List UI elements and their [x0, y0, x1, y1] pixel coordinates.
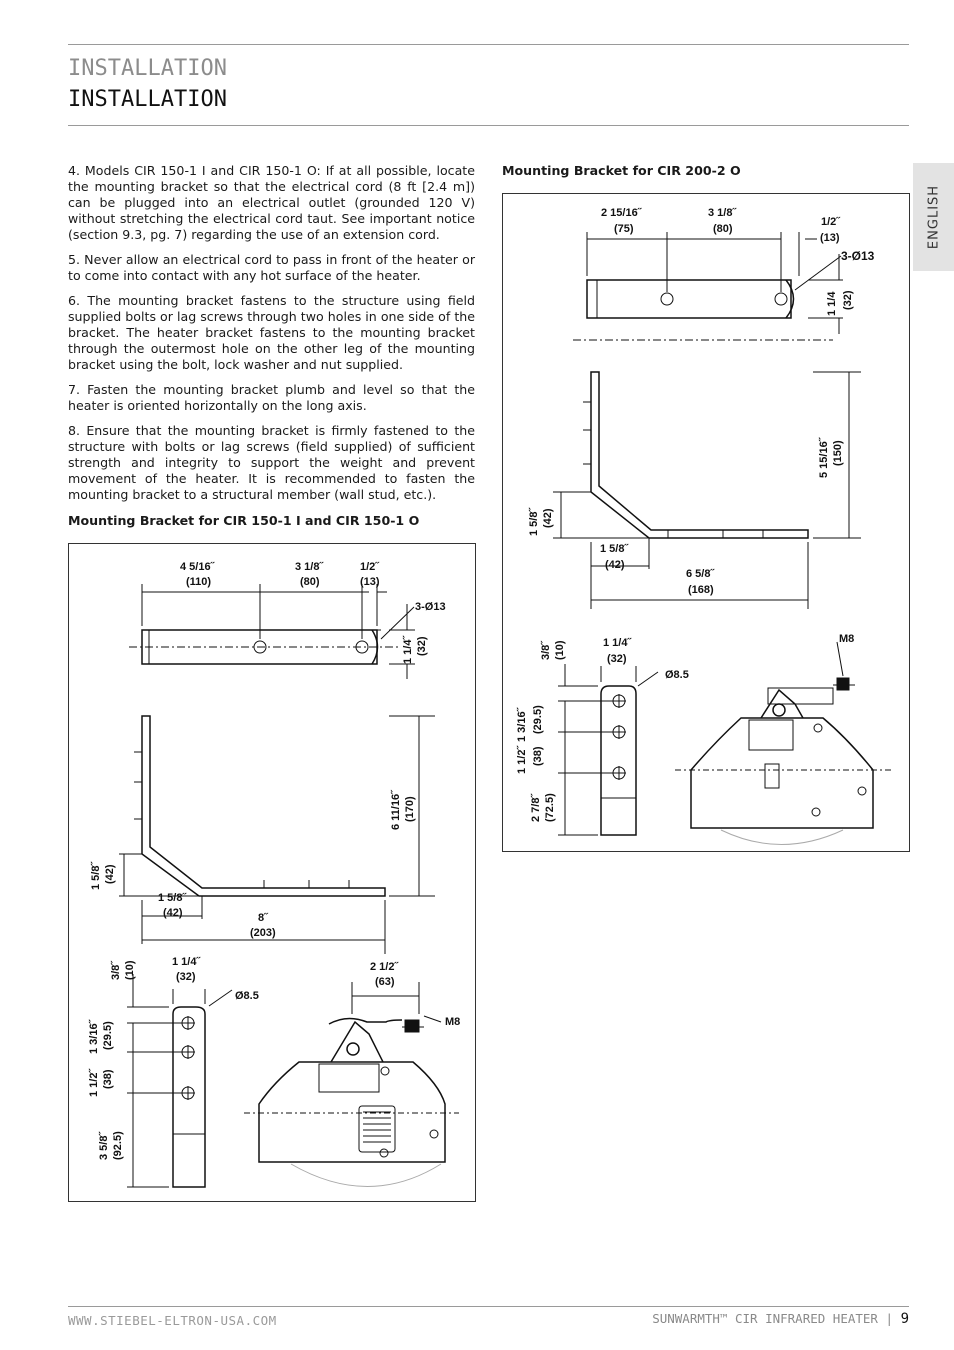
dim-label: 5 15/16˝ [818, 437, 830, 478]
dim-label: (29.5) [102, 1021, 114, 1050]
dim-label: (32) [607, 653, 627, 665]
paragraph-6: 6. The mounting bracket fastens to the structure using field supplied bolts or lag screws through two holes in one side of the bracket. The heater bracket fastens to the mounting bracket through the outermost hole on the other leg of the mounting bracket using the bolt, lock washer and nut supplied. [68, 293, 475, 372]
dim-label: 3/8˝ [540, 641, 552, 660]
dim-label: 3/8˝ [110, 961, 122, 980]
dim-label: (13) [360, 576, 380, 588]
dim-label: 4 5/16˝ [180, 561, 215, 573]
dim-label: (42) [605, 559, 625, 571]
dim-label: 1 3/16˝ [88, 1019, 100, 1054]
bolt-label: M8 [839, 633, 855, 645]
left-bracket-figure [68, 543, 476, 1202]
dim-label: 2 1/2˝ [370, 961, 399, 973]
dim-label: 1 1/2˝ [516, 745, 528, 774]
footer-product-name: SUNWARMTH™ CIR INFRARED HEATER [652, 1311, 878, 1326]
diameter-label: Ø8.5 [665, 669, 689, 681]
dim-label: 1 5/8˝ [158, 892, 187, 904]
dim-label: 1 3/16˝ [516, 707, 528, 742]
dim-label: (72.5) [544, 793, 556, 822]
dim-label: 1 5/8˝ [528, 507, 540, 536]
right-figure-caption: Mounting Bracket for CIR 200-2 O [502, 163, 741, 178]
paragraph-7: 7. Fasten the mounting bracket plumb and level so that the heater is oriented horizontally on the long axis. [68, 382, 475, 413]
header-top-rule [68, 44, 909, 45]
paragraph-5: 5. Never allow an electrical cord to pass in front of the heater or to come into contact with any hot surface of the heater. [68, 252, 475, 283]
right-bracket-labels [503, 194, 909, 851]
dim-label: 1 1/2˝ [88, 1068, 100, 1097]
dim-label: (38) [532, 746, 544, 766]
left-figure-caption: Mounting Bracket for CIR 150-1 I and CIR 150-1 O [68, 513, 420, 528]
dim-label: 8˝ [258, 912, 268, 924]
language-tab-label: ENGLISH [926, 184, 941, 250]
dim-label: 1/2˝ [821, 216, 840, 228]
dim-label: (29.5) [532, 705, 544, 734]
dim-label: (10) [124, 960, 136, 980]
dim-label: 1 5/8˝ [600, 543, 629, 555]
dim-label: 6 11/16˝ [390, 790, 402, 830]
dim-label: (42) [104, 864, 116, 884]
dim-label: (80) [713, 223, 733, 235]
holes-label: 3-Ø13 [841, 249, 875, 263]
dim-label: (92.5) [112, 1131, 124, 1160]
language-tab[interactable] [913, 163, 954, 271]
paragraph-4: 4. Models CIR 150-1 I and CIR 150-1 O: If at all possible, locate the mounting bracket so that the electrical cord (8 ft [2.4 m]) can be plugged into an electrical outlet (grounded 120 V) without stretching the electrical cord taut. See important notice (section 9.3, pg. 7) regarding the use of an extension cord. [68, 163, 475, 242]
dim-label: (10) [554, 640, 566, 660]
dim-label: (32) [176, 971, 196, 983]
page-title-primary: INSTALLATION [68, 56, 227, 81]
dim-label: (63) [375, 976, 395, 988]
bolt-label: M8 [445, 1016, 461, 1028]
header-bottom-rule [68, 125, 909, 126]
dim-label: 1 1/4 [826, 291, 838, 316]
dim-label: (110) [186, 576, 212, 588]
diameter-label: Ø8.5 [235, 990, 259, 1002]
paragraph-8: 8. Ensure that the mounting bracket is firmly fastened to the structure with bolts or lag screws (field supplied) of sufficient strength and integrity to support the weight and prevent movement of the heater. It is recommended to fasten the mounting bracket to a structural member (wall stud, etc.). [68, 423, 475, 502]
dim-label: (42) [542, 508, 554, 528]
dim-label: 2 7/8˝ [530, 793, 542, 822]
dim-label: 1 1/4˝ [603, 637, 632, 649]
footer-product [652, 1311, 909, 1327]
dim-label: (32) [416, 636, 428, 656]
dim-label: 2 15/16˝ [601, 207, 642, 219]
dim-label: (150) [832, 440, 844, 466]
dim-label: (168) [688, 584, 714, 596]
dim-label: 6 5/8˝ [686, 568, 715, 580]
dim-label: 3 1/8˝ [708, 207, 737, 219]
instruction-text [68, 163, 475, 512]
dim-label: (42) [163, 907, 183, 919]
footer-rule [68, 1306, 909, 1307]
holes-label: 3-Ø13 [415, 601, 446, 613]
dim-label: 3 5/8˝ [98, 1131, 110, 1160]
dim-label: (203) [250, 927, 276, 939]
page-title-secondary: INSTALLATION [68, 87, 227, 112]
dim-label: (170) [404, 796, 416, 822]
dim-label: 1/2˝ [360, 561, 379, 573]
dim-label: 1 5/8˝ [90, 861, 102, 890]
dim-label: 1 1/4˝ [172, 956, 201, 968]
right-bracket-figure [502, 193, 910, 852]
dim-label: (75) [614, 223, 634, 235]
page-number: 9 [900, 1311, 909, 1327]
dim-label: (13) [820, 232, 840, 244]
footer-separator: | [885, 1311, 894, 1326]
dim-label: (80) [300, 576, 320, 588]
left-bracket-labels [69, 544, 475, 1201]
dim-label: 3 1/8˝ [295, 561, 324, 573]
dim-label: (38) [102, 1069, 114, 1089]
footer-website-link[interactable]: WWW.STIEBEL-ELTRON-USA.COM [68, 1313, 277, 1328]
dim-label: 1 1/4˝ [402, 635, 414, 664]
dim-label: (32) [842, 290, 854, 310]
